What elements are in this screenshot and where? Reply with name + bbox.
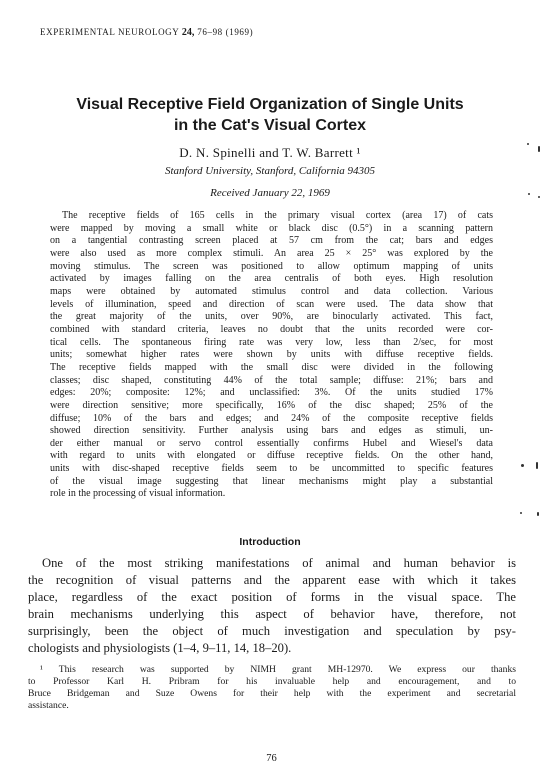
footnote-line: Bruce Bridgeman and Suze Owens for their help with the experiment and secretarial	[28, 688, 516, 699]
abstract	[50, 210, 493, 501]
abstract-line: The receptive fields of 165 cells in the primary visual cortex (area 17) of cats	[62, 210, 493, 221]
introduction-paragraph	[28, 555, 516, 657]
abstract-line: were mapped by moving a small white or black disc (0.5°) in a scanning pattern	[50, 222, 493, 234]
abstract-line: the great majority of the units, over 90%, are binocularly activated. This fact,	[50, 311, 493, 323]
body-line: place, regardless of the exact position of forms in the visual space. The	[28, 590, 516, 604]
abstract-line: on a tangential contrasting screen placed at 57 cm from the cat; bars and edges	[50, 235, 493, 247]
body-line: brain mechanisms underlying this aspect of behavior have, therefore, not	[28, 607, 516, 621]
footnote	[28, 664, 516, 712]
body-line: One of the most striking manifestations of animal and human behavior is	[42, 556, 516, 570]
scan-speck	[521, 464, 524, 467]
abstract-line: with regard to units with elongated or diffuse receptive fields. On the other hand,	[50, 450, 493, 462]
footnote-line: ¹ This research was supported by NIMH grant MH-12970. We express our thanks	[40, 664, 516, 675]
scan-speck	[520, 512, 522, 514]
scan-speck	[538, 146, 540, 152]
title-line: Visual Receptive Field Organization of Single Units	[76, 96, 464, 113]
abstract-line: der either manual or servo control essentially confirms Hubel and Wiesel's data	[50, 437, 493, 449]
scan-speck	[538, 196, 540, 198]
abstract-line: were also used as more complex stimuli. An area 25 × 25° was explored by the	[50, 247, 493, 259]
scan-speck	[528, 193, 530, 195]
body-line: the recognition of visual patterns and the apparent ease with which it takes	[28, 573, 516, 587]
abstract-line: moving stimulus. The screen was positioned to allow optimum mapping of units	[50, 260, 493, 272]
abstract-line: tical cells. The spontaneous firing rate was very low, less than 2/sec, for most	[50, 336, 493, 348]
abstract-line: showed direction sensitivity. Further analysis using bars and edges as stimuli, un-	[50, 425, 493, 437]
running-head	[40, 27, 253, 38]
journal-name: EXPERIMENTAL NEUROLOGY	[40, 27, 180, 37]
abstract-line: maps were obtained by automated stimulus control and data collection. Various	[50, 285, 493, 297]
scan-speck	[537, 512, 539, 516]
abstract-line: activated by images falling on the area centralis of both eyes. High resolution	[50, 273, 493, 285]
body-line: chologists and physiologists (1–4, 9–11, 14, 18–20).	[28, 641, 292, 655]
pages-year: 76–98 (1969)	[197, 27, 254, 37]
abstract-line: classes; disc shaped, constituting 44% of the total sample; diffuse: 21%; bars and	[50, 374, 493, 386]
abstract-line: of the visual image suggesting that linear mechanisms might play a substantial	[50, 475, 493, 487]
title-line: in the Cat's Visual Cortex	[173, 117, 366, 134]
footnote-line: to Professor Karl H. Pribram for his invaluable help and encouragement, and to	[28, 676, 516, 687]
abstract-line: diffuse; 10% of the bars and edges; and 24% of the composite receptive fields	[50, 412, 493, 424]
received-date: Received January 22, 1969	[210, 187, 330, 199]
abstract-line: The receptive fields mapped with the small disc were divided in the following	[50, 361, 493, 373]
scan-speck	[536, 462, 538, 469]
article-title	[40, 94, 500, 136]
abstract-line: levels of illumination, speed and direction of scan were used. The data show that	[50, 298, 493, 310]
abstract-line: units with disc-shaped receptive fields seem to be uncommitted to specific features	[50, 463, 493, 475]
footnote-line: assistance.	[28, 700, 69, 711]
authors: D. N. Spinelli and T. W. Barrett ¹	[179, 145, 361, 160]
volume-number: 24,	[181, 27, 195, 38]
section-heading: Introduction	[239, 536, 301, 548]
scan-speck	[527, 143, 529, 145]
abstract-line: role in the processing of visual information.	[50, 488, 226, 500]
abstract-line: combined with standard criteria, leaves no doubt that the units recorded were cor-	[50, 323, 493, 335]
abstract-line: edges: 20%; composite: 12%; and unclassified: 3%. Of the units studied 17%	[50, 387, 493, 399]
abstract-line: units; somewhat higher rates were shown by units with diffuse receptive fields.	[50, 349, 493, 361]
abstract-line: were direction sensitive; more specifically, 16% of the disc shaped; 25% of the	[50, 399, 493, 411]
affiliation: Stanford University, Stanford, California 94305	[164, 165, 376, 177]
body-line: surprisingly, been the object of much investigation and speculation by psy-	[28, 624, 516, 638]
page-number: 76	[266, 753, 277, 764]
